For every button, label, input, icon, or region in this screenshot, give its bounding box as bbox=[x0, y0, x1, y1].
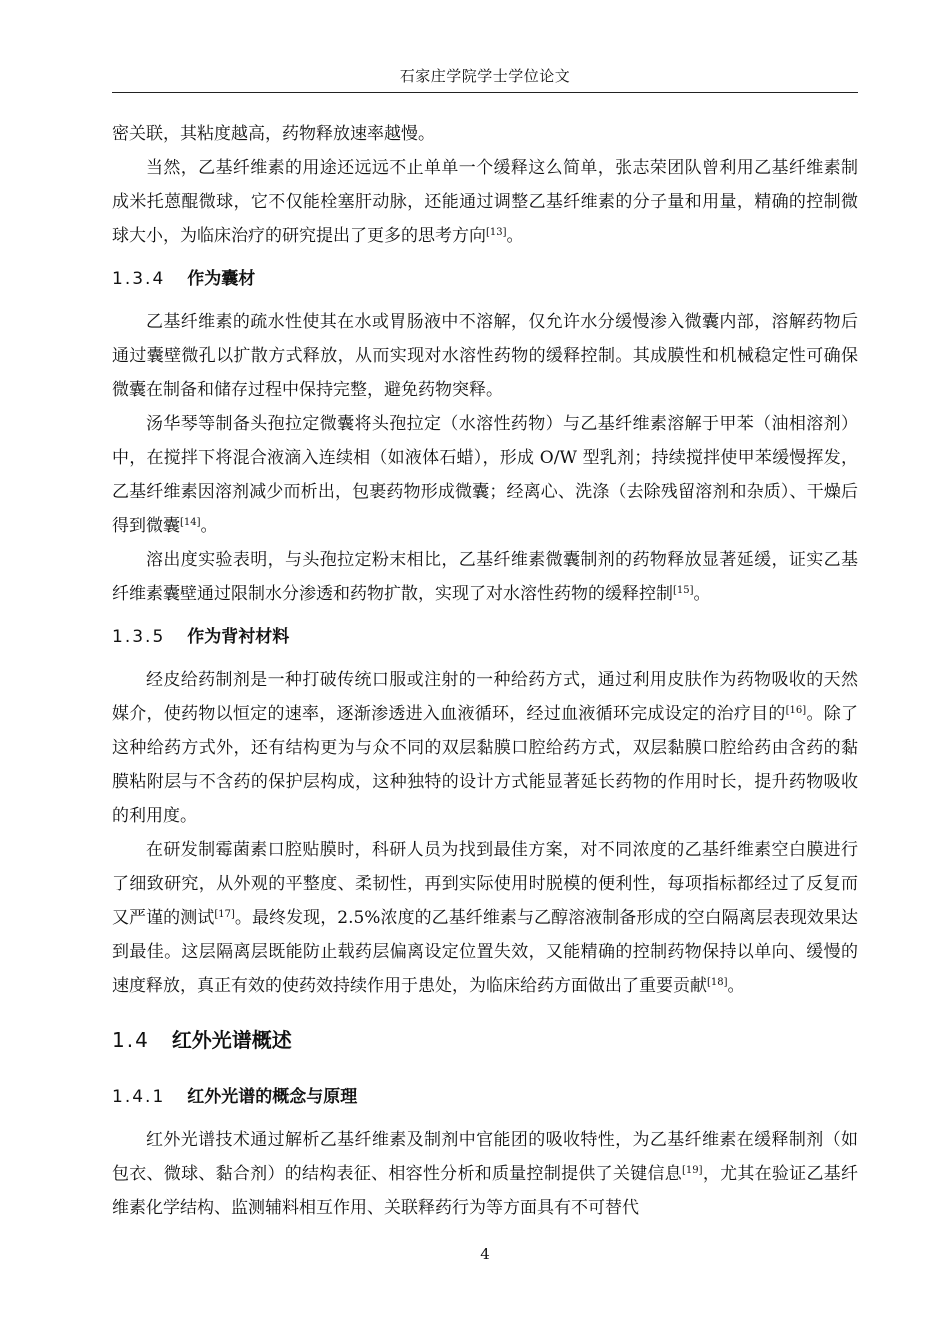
citation: [13] bbox=[486, 227, 507, 238]
paragraph: 汤华琴等制备头孢拉定微囊将头孢拉定（水溶性药物）与乙基纤维素溶解于甲苯（油相溶剂）中，在搅拌下将混合液滴入连续相（如液体石蜡），形成 O/W 型乳剂；持续搅拌使甲苯缓慢挥发，乙基纤维素因溶剂减少而析出，包裹药物形成微囊；经离心、洗涤（去除残留溶剂和杂质）、干燥后得到微囊[14]。 bbox=[112, 414, 858, 536]
citation: [15] bbox=[673, 585, 694, 596]
paragraph: 密关联，其粘度越高，药物释放速率越慢。 bbox=[112, 124, 435, 144]
paragraph: 在研发制霉菌素口腔贴膜时，科研人员为找到最佳方案，对不同浓度的乙基纤维素空白膜进行了细致研究，从外观的平整度、柔韧性，再到实际使用时脱模的便利性，每项指标都经过了反复而又严谨的测试[17]。最终发现，2.5%浓度的乙基纤维素与乙醇溶液制备形成的空白隔离层表现效果达到最佳。这层隔离层既能防止载药层偏离设定位置失效，又能精确的控制药物保持以单向、缓慢的速度释放，真正有效的使药效持续作用于患处，为临床给药方面做出了重要贡献[18]。 bbox=[112, 840, 859, 996]
citation: [19] bbox=[682, 1165, 703, 1176]
paragraph: 溶出度实验表明，与头孢拉定粉末相比，乙基纤维素微囊制剂的药物释放显著延缓，证实乙基纤维素囊壁通过限制水分渗透和药物扩散，实现了对水溶性药物的缓释控制[15]。 bbox=[112, 550, 858, 604]
section-heading: 1.3.4 作为囊材 bbox=[112, 269, 256, 289]
paragraph: 红外光谱技术通过解析乙基纤维素及制剂中官能团的吸收特性，为乙基纤维素在缓释制剂（如包衣、微球、黏合剂）的结构表征、相容性分析和质量控制提供了关键信息[19]，尤其在验证乙基纤维素化学结构、监测辅料相互作用、关联释药行为等方面具有不可替代 bbox=[112, 1130, 859, 1218]
section-heading: 1.3.5 作为背衬材料 bbox=[112, 627, 290, 647]
section-heading: 1.4.1 红外光谱的概念与原理 bbox=[112, 1087, 358, 1107]
header-rule bbox=[112, 92, 858, 93]
citation: [18] bbox=[707, 977, 728, 988]
citation: [16] bbox=[785, 705, 807, 716]
chapter-heading: 1.4 红外光谱概述 bbox=[112, 1028, 292, 1052]
page-body bbox=[112, 117, 858, 1225]
running-header: 石家庄学院学士学位论文 bbox=[399, 67, 571, 85]
paragraph: 乙基纤维素的疏水性使其在水或胃肠液中不溶解，仅允许水分缓慢渗入微囊内部，溶解药物后通过囊壁微孔以扩散方式释放，从而实现对水溶性药物的缓释控制。其成膜性和机械稳定性可确保微囊在制备和储存过程中保持完整，避免药物突释。 bbox=[112, 312, 858, 400]
page-number: 4 bbox=[480, 1245, 490, 1263]
paragraph: 当然，乙基纤维素的用途还远远不止单单一个缓释这么简单，张志荣团队曾利用乙基纤维素制成米托蒽醌微球，它不仅能栓塞肝动脉，还能通过调整乙基纤维素的分子量和用量，精确的控制微球大小，为临床治疗的研究提出了更多的思考方向[13]。 bbox=[112, 158, 858, 246]
citation: [17] bbox=[214, 909, 235, 920]
citation: [14] bbox=[180, 517, 201, 528]
paragraph: 经皮给药制剂是一种打破传统口服或注射的一种给药方式，通过利用皮肤作为药物吸收的天然媒介，使药物以恒定的速率，逐渐渗透进入血液循环，经过血液循环完成设定的治疗目的[16]。除了这种给药方式外，还有结构更为与众不同的双层黏膜口腔给药方式，双层黏膜口腔给药由含药的黏膜粘附层与不含药的保护层构成，这种独特的设计方式能显著延长药物的作用时长，提升药物吸收的利用度。 bbox=[112, 670, 859, 826]
